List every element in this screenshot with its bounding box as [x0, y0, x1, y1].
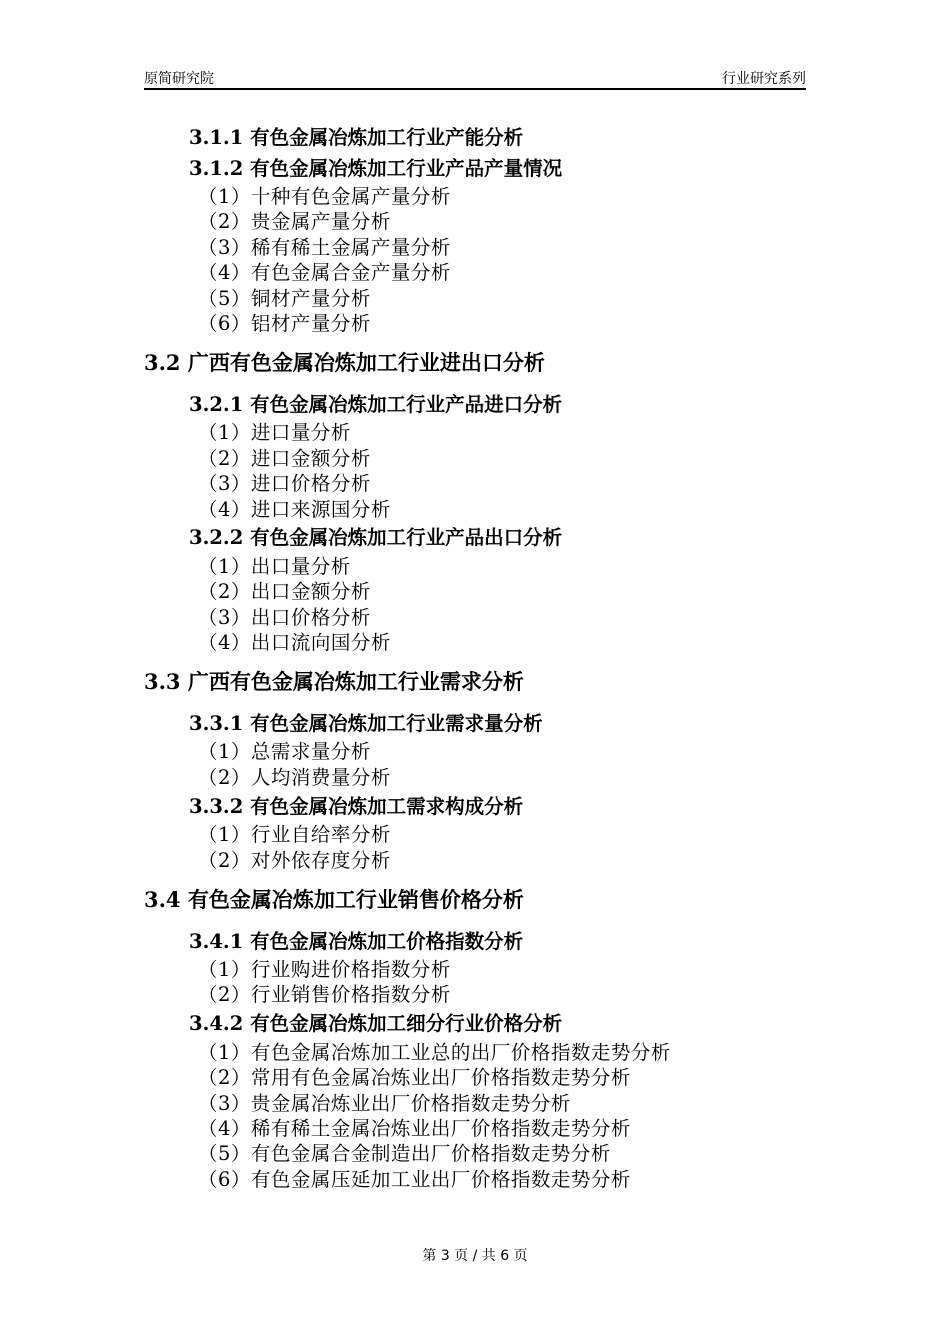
page-header — [144, 66, 806, 90]
toc-subsection-heading: 3.4.1 有色金属冶炼加工价格指数分析 — [189, 929, 524, 953]
toc-item: （4）稀有稀土金属冶炼业出厂价格指数走势分析 — [198, 1116, 631, 1140]
toc-subsection-heading: 3.4.2 有色金属冶炼加工细分行业价格分析 — [189, 1012, 563, 1036]
toc-item: （2）进口金额分析 — [198, 446, 371, 470]
toc-subsection-heading: 3.3.2 有色金属冶炼加工需求构成分析 — [189, 794, 524, 818]
toc-section-heading: 3.2 广西有色金属冶炼加工行业进出口分析 — [144, 350, 545, 376]
toc-item: （2）出口金额分析 — [198, 580, 371, 604]
toc-subsection-heading: 3.1.1 有色金属冶炼加工行业产能分析 — [189, 126, 524, 149]
page-number: 第 3 页 / 共 6 页 — [422, 1248, 528, 1264]
toc-item: （5）有色金属合金制造出厂价格指数走势分析 — [198, 1142, 611, 1166]
toc-item: （2）对外依存度分析 — [198, 848, 391, 872]
toc-item: （1）总需求量分析 — [198, 740, 371, 764]
header-org-name: 原简研究院 — [144, 71, 214, 87]
toc-item: （2）行业销售价格指数分析 — [198, 983, 451, 1007]
toc-item: （1）行业购进价格指数分析 — [198, 958, 451, 982]
toc-item: （5）铜材产量分析 — [198, 286, 371, 310]
toc-item: （6）有色金属压延加工业出厂价格指数走势分析 — [198, 1167, 631, 1191]
toc-item: （1）进口量分析 — [198, 421, 351, 445]
toc-item: （2）人均消费量分析 — [198, 765, 391, 789]
toc-subsection-heading: 3.2.2 有色金属冶炼加工行业产品出口分析 — [189, 526, 563, 550]
toc-item: （3）进口价格分析 — [198, 472, 371, 496]
toc-item: （6）铝材产量分析 — [198, 311, 371, 335]
toc-item: （2）贵金属产量分析 — [198, 210, 391, 234]
toc-item: （3）出口价格分析 — [198, 605, 371, 629]
toc-item: （1）十种有色金属产量分析 — [198, 185, 451, 208]
toc-subsection-heading: 3.1.2 有色金属冶炼加工行业产品产量情况 — [189, 156, 563, 180]
toc-item: （3）稀有稀土金属产量分析 — [198, 235, 451, 259]
toc-subsection-heading: 3.2.1 有色金属冶炼加工行业产品进口分析 — [189, 392, 563, 416]
toc-item: （4）有色金属合金产量分析 — [198, 261, 451, 285]
toc-item: （4）进口来源国分析 — [198, 497, 391, 521]
toc-item: （2）常用有色金属冶炼业出厂价格指数走势分析 — [198, 1066, 631, 1090]
toc-item: （1）行业自给率分析 — [198, 823, 391, 847]
toc-item: （4）出口流向国分析 — [198, 631, 391, 655]
toc-section-heading: 3.3 广西有色金属冶炼加工行业需求分析 — [144, 669, 524, 695]
toc-item: （1）出口量分析 — [198, 554, 351, 578]
table-of-contents — [0, 123, 950, 1192]
toc-item: （3）贵金属冶炼业出厂价格指数走势分析 — [198, 1091, 571, 1115]
toc-section-heading: 3.4 有色金属冶炼加工行业销售价格分析 — [144, 887, 524, 913]
toc-subsection-heading: 3.3.1 有色金属冶炼加工行业需求量分析 — [189, 711, 543, 735]
header-series-name: 行业研究系列 — [722, 71, 806, 87]
toc-item: （1）有色金属冶炼加工业总的出厂价格指数走势分析 — [198, 1040, 671, 1064]
